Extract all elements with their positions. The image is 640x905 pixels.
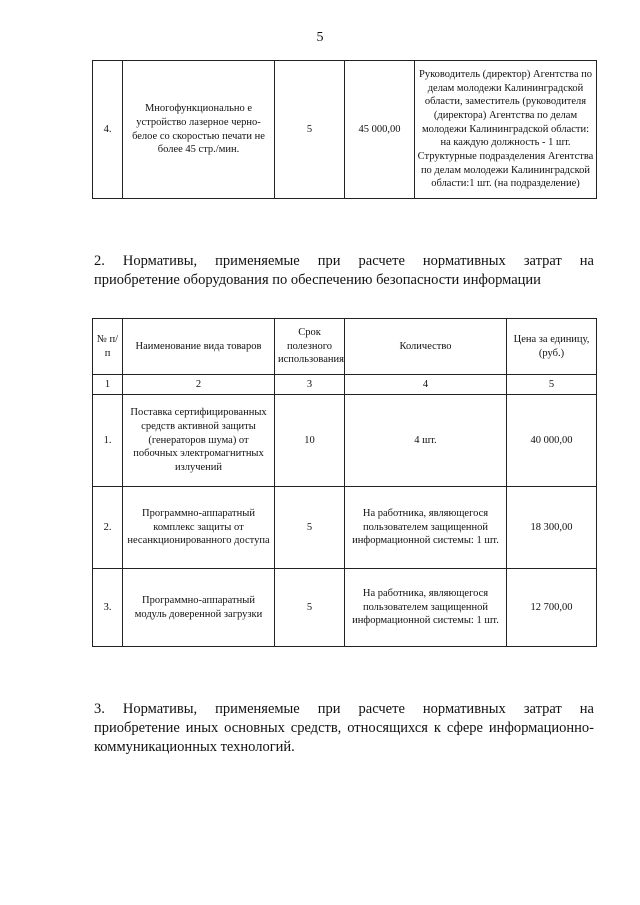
section-2-heading-line: приобретение оборудования по обеспечению безопасности информации	[94, 272, 541, 288]
unit-price: 40 000,00	[507, 395, 597, 487]
row-number: 4.	[93, 61, 123, 199]
table-row	[93, 487, 597, 569]
quantity-line: Руководитель (директор) Агентства по	[419, 69, 592, 81]
section-2-heading	[94, 252, 594, 290]
column-index-row	[93, 375, 597, 395]
quantity-line: области, заместитель (руководителя	[424, 96, 587, 108]
table-header-row	[93, 319, 597, 375]
column-header: Количество	[345, 319, 507, 375]
quantity-line: области:1 шт. (на подразделение)	[431, 178, 580, 190]
useful-life: 5	[275, 61, 345, 199]
quantity: На работника, являющегося пользователем защищенной информационной системы: 1 шт.	[345, 487, 507, 569]
page-number: 5	[316, 30, 324, 45]
section-3-heading-line: приобретение иных основных средств, относящихся к сфере информационно-	[94, 720, 594, 736]
item-name: Поставка сертифицированных средств активной защиты (генераторов шума) от побочных электромагнитных излучений	[123, 395, 275, 487]
table-row	[93, 61, 597, 199]
section-3-heading-line: 3. Нормативы, применяемые при расчете нормативных затрат на	[94, 701, 594, 717]
item-name: Программно-аппаратный модуль доверенной загрузки	[123, 569, 275, 647]
section-3-heading	[94, 700, 594, 757]
unit-price: 18 300,00	[507, 487, 597, 569]
useful-life: 10	[275, 395, 345, 487]
row-number: 1.	[93, 395, 123, 487]
table-row	[93, 569, 597, 647]
quantity-line: делам молодежи Калининградской	[427, 82, 584, 94]
quantity-line: (директора) Агентства по делам	[433, 110, 578, 122]
quantity-line: на каждую должность - 1 шт.	[440, 137, 571, 149]
column-index: 3	[275, 375, 345, 395]
column-index: 2	[123, 375, 275, 395]
quantity: На работника, являющегося пользователем защищенной информационной системы: 1 шт.	[345, 569, 507, 647]
equipment-table-continued	[92, 60, 597, 199]
unit-price: 45 000,00	[345, 61, 415, 199]
column-header: № п/п	[93, 319, 123, 375]
security-equipment-table	[92, 318, 597, 647]
useful-life: 5	[275, 569, 345, 647]
row-number: 3.	[93, 569, 123, 647]
row-number: 2.	[93, 487, 123, 569]
item-name: Многофункционально е устройство лазерное черно-белое со скоростью печати не более 45 стр./мин.	[123, 61, 275, 199]
column-header: Срок полезного использования	[275, 319, 345, 375]
column-index: 5	[507, 375, 597, 395]
quantity	[415, 61, 597, 199]
quantity-line: по делам молодежи Калининградской	[420, 164, 591, 176]
section-3-heading-line: коммуникационных технологий.	[94, 739, 295, 755]
quantity: 4 шт.	[345, 395, 507, 487]
useful-life: 5	[275, 487, 345, 569]
unit-price: 12 700,00	[507, 569, 597, 647]
column-index: 1	[93, 375, 123, 395]
quantity-line: Структурные подразделения Агентства	[417, 150, 594, 162]
column-header: Наименование вида товаров	[123, 319, 275, 375]
column-header: Цена за единицу, (руб.)	[507, 319, 597, 375]
section-2-heading-line: 2. Нормативы, применяемые при расчете нормативных затрат на	[94, 253, 594, 269]
item-name: Программно-аппаратный комплекс защиты от несанкционированного доступа	[123, 487, 275, 569]
column-index: 4	[345, 375, 507, 395]
table-row	[93, 395, 597, 487]
quantity-line: молодежи Калининградской области:	[421, 123, 590, 135]
